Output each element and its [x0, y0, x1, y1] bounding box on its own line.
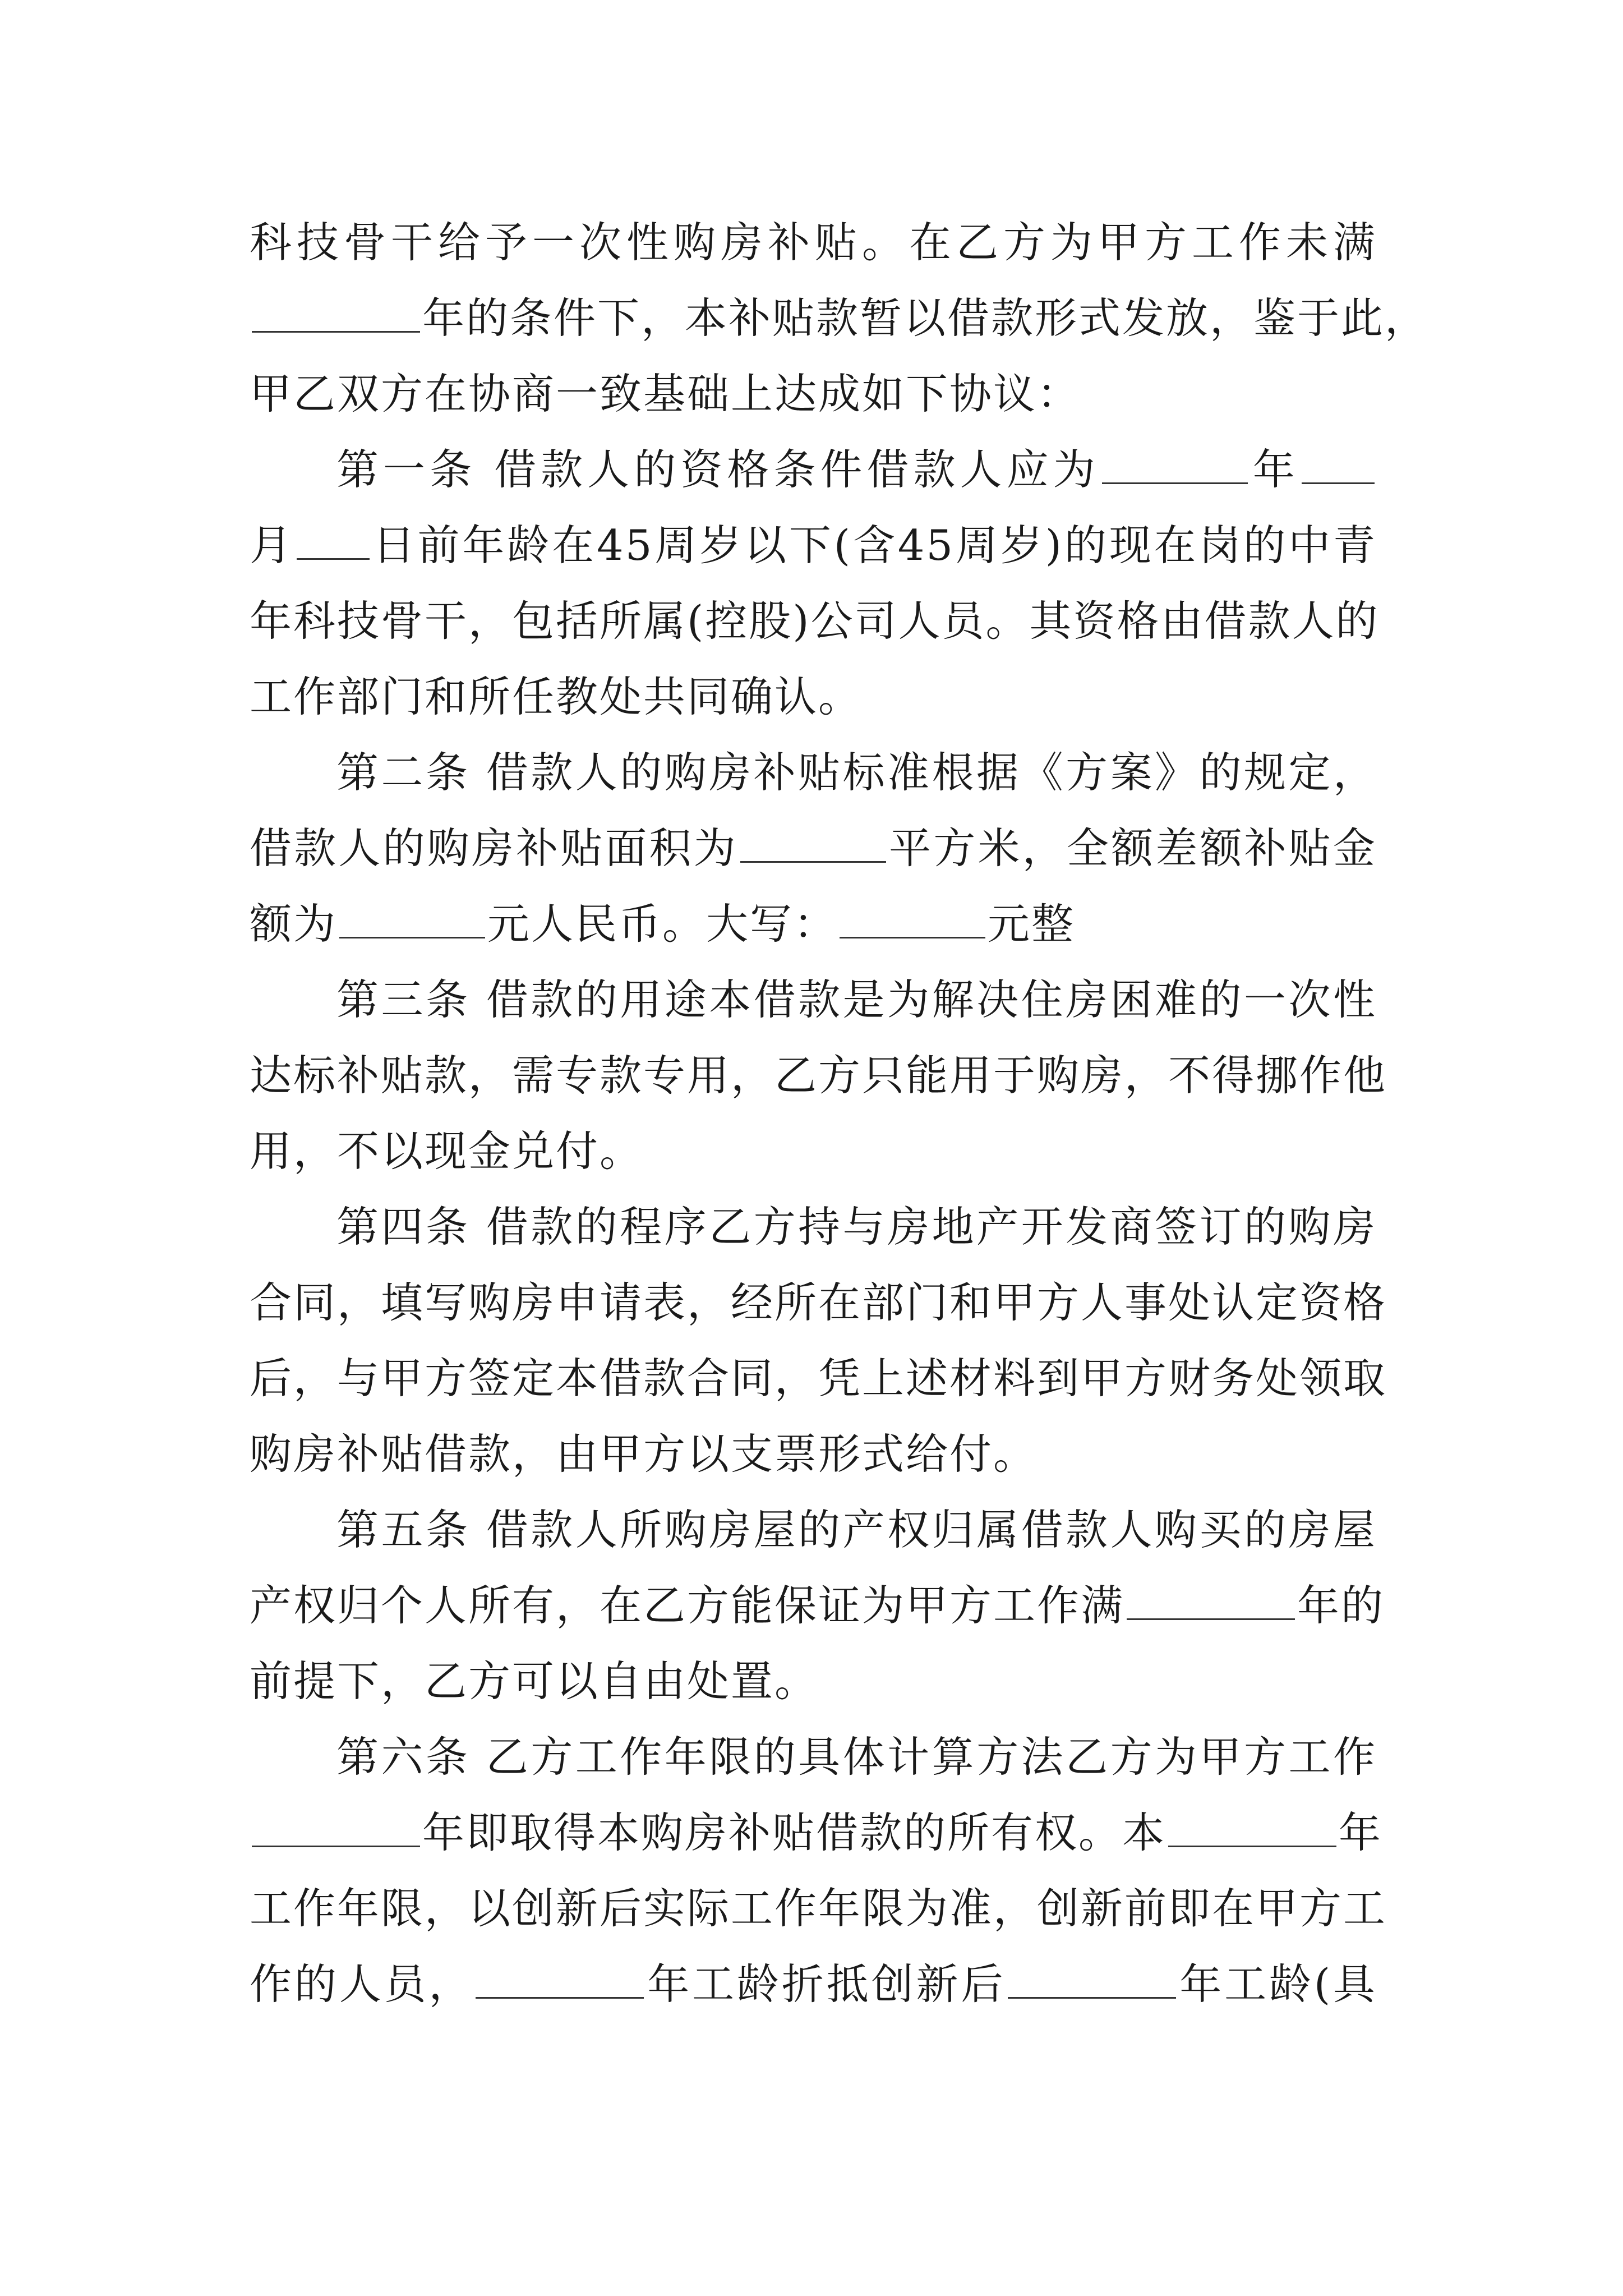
text-segment: 后，与甲方签定本借款合同，凭上述材料到甲方财务处领取 — [250, 1354, 1387, 1403]
text-segment: 借款人的购房补贴面积为 — [250, 823, 738, 873]
text-segment: 第五条 借款人所购房屋的产权归属借款人购买的房屋 — [336, 1505, 1377, 1554]
text-segment: 工作部门和所任教处共同确认。 — [250, 672, 863, 721]
text-segment: 第二条 借款人的购房补贴标准根据《方案》的规定， — [336, 748, 1377, 797]
text-segment: 科技骨干给予一次性购房补贴。在乙方为甲方工作未满 — [250, 218, 1377, 267]
text-segment: 年的 — [1297, 1581, 1385, 1630]
text-segment: 年即取得本购房补贴借款的所有权。本 — [422, 1808, 1166, 1857]
text-segment: 合同，填写购房申请表，经所在部门和甲方人事处认定资格 — [250, 1278, 1387, 1327]
text-segment: 第六条 乙方工作年限的具体计算方法乙方为甲方工作 — [336, 1732, 1377, 1782]
text-segment: 元人民币。大写： — [487, 899, 838, 949]
text-line — [250, 1568, 1385, 1644]
fill-in-blank[interactable] — [476, 1952, 644, 1999]
text-segment: 甲乙双方在协商一致基础上达成如下协议： — [250, 369, 1081, 418]
text-line — [250, 356, 1377, 432]
text-line — [250, 1114, 1377, 1189]
text-line — [250, 886, 1377, 962]
text-line — [250, 1644, 1377, 1719]
text-segment: 年科技骨干，包括所属(控股)公司人员。其资格由借款人的 — [250, 596, 1380, 646]
article-heading-line — [250, 962, 1377, 1038]
text-line — [250, 1265, 1387, 1341]
text-segment: 第一条 借款人的资格条件借款人应为 — [336, 445, 1100, 494]
article-heading-line — [250, 1719, 1377, 1795]
text-line — [250, 1341, 1387, 1416]
text-line — [250, 1416, 1377, 1492]
fill-in-blank[interactable] — [252, 1801, 420, 1847]
fill-in-blank[interactable] — [1168, 1801, 1336, 1847]
text-segment: 年工龄折抵创新后 — [646, 1959, 1006, 2009]
fill-in-blank[interactable] — [1008, 1952, 1176, 1999]
text-segment: 年 — [1339, 1808, 1383, 1857]
text-segment: 额为 — [250, 899, 338, 949]
text-segment: 前提下，乙方可以自由处置。 — [250, 1657, 819, 1706]
text-line — [250, 205, 1377, 280]
text-segment: 年的条件下，本补贴款暂以借款形式发放，鉴于此， — [422, 293, 1429, 343]
text-segment: 元整 — [988, 899, 1076, 949]
fill-in-blank[interactable] — [740, 816, 886, 863]
text-line — [250, 1038, 1387, 1114]
text-segment: 作的人员， — [250, 1959, 474, 2009]
fill-in-blank[interactable] — [1302, 438, 1375, 484]
text-segment: 工作年限，以创新后实际工作年限为准，创新前即在甲方工 — [250, 1884, 1387, 1933]
text-line — [250, 583, 1380, 659]
text-segment: 用，不以现金兑付。 — [250, 1126, 644, 1176]
text-line — [250, 280, 1429, 356]
text-segment: 购房补贴借款，由甲方以支票形式给付。 — [250, 1429, 1038, 1479]
text-segment: 月 — [250, 521, 294, 570]
text-line — [250, 659, 1377, 735]
fill-in-blank[interactable] — [840, 892, 985, 938]
text-segment: 第四条 借款的程序乙方持与房地产开发商签订的购房 — [336, 1202, 1377, 1251]
text-line — [250, 1871, 1387, 1947]
fill-in-blank[interactable] — [1127, 1573, 1295, 1620]
text-segment: 产权归个人所有，在乙方能保证为甲方工作满 — [250, 1581, 1125, 1630]
text-line — [250, 508, 1377, 583]
text-segment: 年工龄(具 — [1178, 1959, 1377, 2009]
contract-body — [250, 205, 1429, 2022]
text-segment: 平方米，全额差额补贴金 — [888, 823, 1377, 873]
text-line — [250, 1947, 1377, 2022]
fill-in-blank[interactable] — [252, 286, 420, 333]
article-heading-line — [250, 735, 1377, 811]
text-segment: 年 — [1249, 445, 1299, 494]
fill-in-blank[interactable] — [1102, 438, 1248, 484]
text-line — [250, 811, 1377, 886]
text-segment: 达标补贴款，需专款专用，乙方只能用于购房，不得挪作他 — [250, 1051, 1387, 1100]
text-line — [250, 1795, 1383, 1871]
fill-in-blank[interactable] — [339, 892, 485, 938]
article-heading-line — [250, 1189, 1377, 1265]
fill-in-blank[interactable] — [297, 513, 370, 560]
text-segment: 第三条 借款的用途本借款是为解决住房困难的一次性 — [336, 975, 1377, 1024]
article-heading-line — [250, 1492, 1377, 1568]
article-heading-line — [250, 432, 1377, 508]
text-segment: 日前年龄在45周岁以下(含45周岁)的现在岗的中青 — [371, 521, 1377, 570]
